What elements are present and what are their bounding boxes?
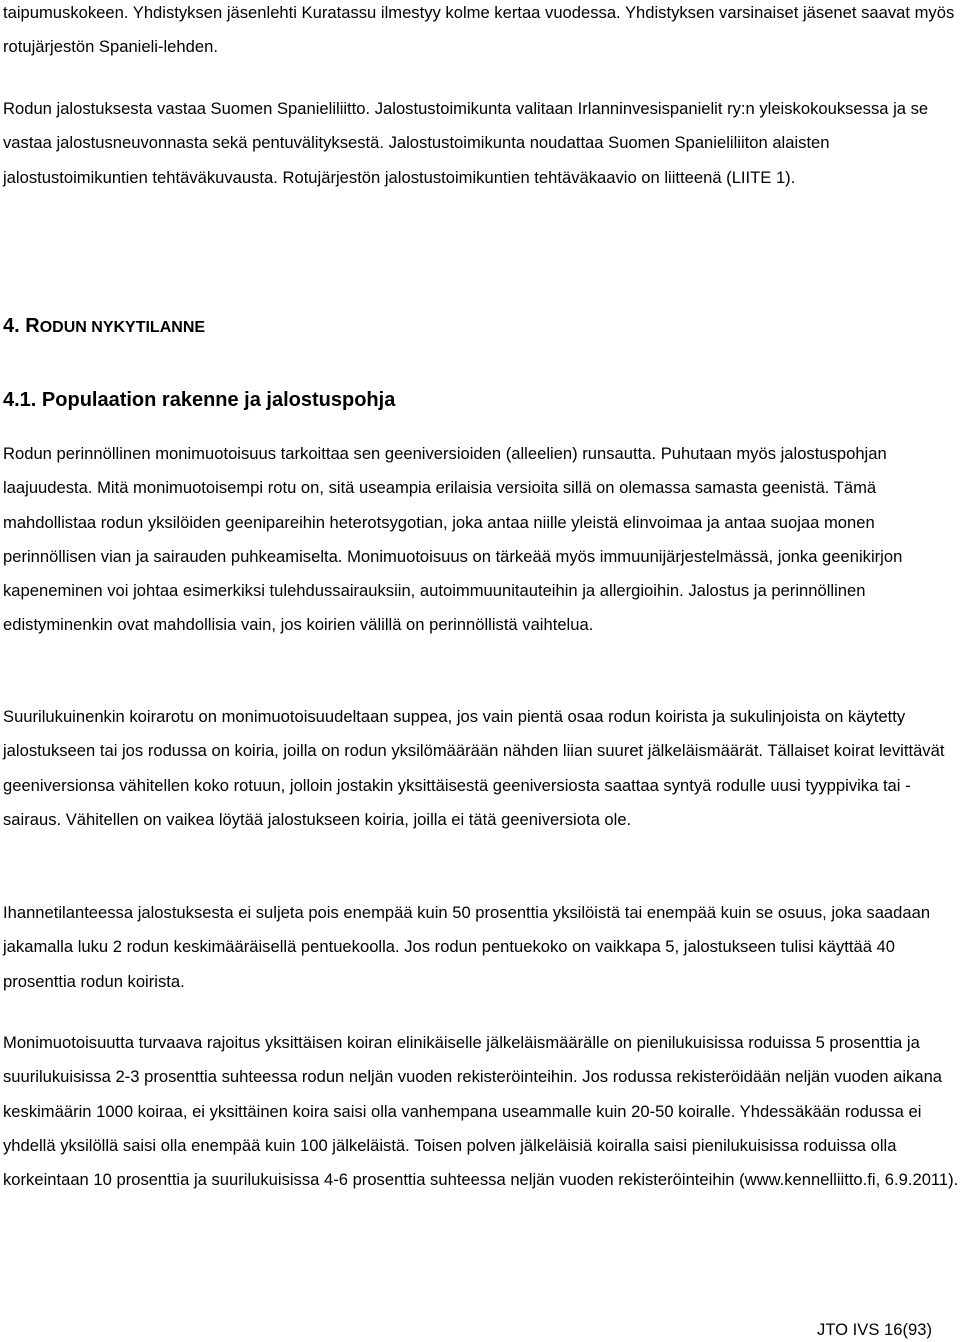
paragraph-ideal-breeding: Ihannetilanteessa jalostuksesta ei suljeta pois enempää kuin 50 prosenttia yksilöistä tai enempää kuin se osuus, joka saadaan jakamalla luku 2 rodun keskimääräisellä pentuekoolla. Jos rodun pentuekoko on vaikkapa 5, jalostukseen tulisi käyttää 40 prosenttia rodun koirista. [3, 903, 931, 991]
subsection-heading: 4.1. Populaation rakenne ja jalostuspohja [3, 389, 396, 411]
paragraph-narrow-diversity: Suurilukuinenkin koirarotu on monimuotoisuudeltaan suppea, jos vain pientä osaa rodun koirista ja sukulinjoista on käytetty jalostukseen tai jos rodussa on koiria, joilla on rodun yksilömäärään nähden liian suuret jälkeläismäärät. Tällaiset koirat levittävät geeniversionsa vähitellen koko rotuun, jolloin jostakin yksittäisestä geeniversiosta saattaa syntyä rodulle uusi tyyppivika tai -sairaus. Vähitellen on vaikea löytää jalostukseen koiria, joilla ei tätä geeniversiota ole. [3, 707, 945, 829]
paragraph-genetic-diversity: Rodun perinnöllinen monimuotoisuus tarkoittaa sen geeniversioiden (alleelien) runsautta. Puhutaan myös jalostuspohjan laajuudesta. Mitä monimuotoisempi rotu on, sitä useampia erilaisia versioita sillä on olemassa samasta geenistä. Tämä mahdollistaa rodun yksilöiden geenipareihin heterotsygotian, joka antaa niille yleistä elinvoimaa ja antaa suojaa monen perinnöllisen vian ja sairauden puhkeamiselta. Monimuotoisuus on tärkeää myös immuunijärjestelmässä, jonka geenikirjon kapeneminen voi johtaa esimerkiksi tulehdussairauksiin, autoimmuunitauteihin ja allergioihin. Jalostus ja perinnöllinen edistyminenkin ovat mahdollisia vain, jos koirien välillä on perinnöllistä vaihtelua. [3, 444, 903, 635]
section-title-initial: R [25, 315, 40, 337]
paragraph-breeding-responsibility: Rodun jalostuksesta vastaa Suomen Spanieliliitto. Jalostustoimikunta valitaan Irlanninvesispanielit ry:n yleiskokouksessa ja se vastaa jalostusneuvonnasta sekä pentuvälityksestä. Jalostustoimikunta noudattaa Suomen Spanieliliiton alaisten jalostustoimikuntien tehtäväkuvausta. Rotujärjestön jalostustoimikuntien tehtäväkaavio on liitteenä (LIITE 1). [3, 99, 929, 187]
paragraph-association-publications: taipumuskokeen. Yhdistyksen jäsenlehti Kuratassu ilmestyy kolme kertaa vuodessa. Yhdistyksen varsinaiset jäsenet saavat myös rotujärjestön Spanieli-lehden. [3, 3, 955, 57]
section-title-smallcaps: ODUN NYKYTILANNE [39, 319, 206, 336]
page-footer: JTO IVS 16(93) [817, 1320, 932, 1339]
section-number: 4. [3, 315, 20, 337]
paragraph-offspring-limits: Monimuotoisuutta turvaava rajoitus yksittäisen koiran elinikäiselle jälkeläismäärälle on pienilukuisissa roduissa 5 prosenttia ja suurilukuisissa 2-3 prosenttia suhteessa rodun neljän vuoden rekisteröinteihin. Jos rodussa rekisteröidään neljän vuoden aikana keskimäärin 1000 koiraa, ei yksittäinen koira saisi olla vanhempana useammalle kuin 20-50 koiralle. Yhdessäkään rodussa ei yhdellä yksilöllä saisi olla enempää kuin 100 jälkeläistä. Toisen polven jälkeläisiä koiralla saisi pienilukuisissa roduissa olla korkeintaan 10 prosenttia ja suurilukuisissa 4-6 prosenttia suhteessa neljän vuoden rekisteröinteihin (www.kennelliitto.fi, 6.9.2011). [3, 1033, 959, 1190]
section-heading [3, 310, 205, 344]
